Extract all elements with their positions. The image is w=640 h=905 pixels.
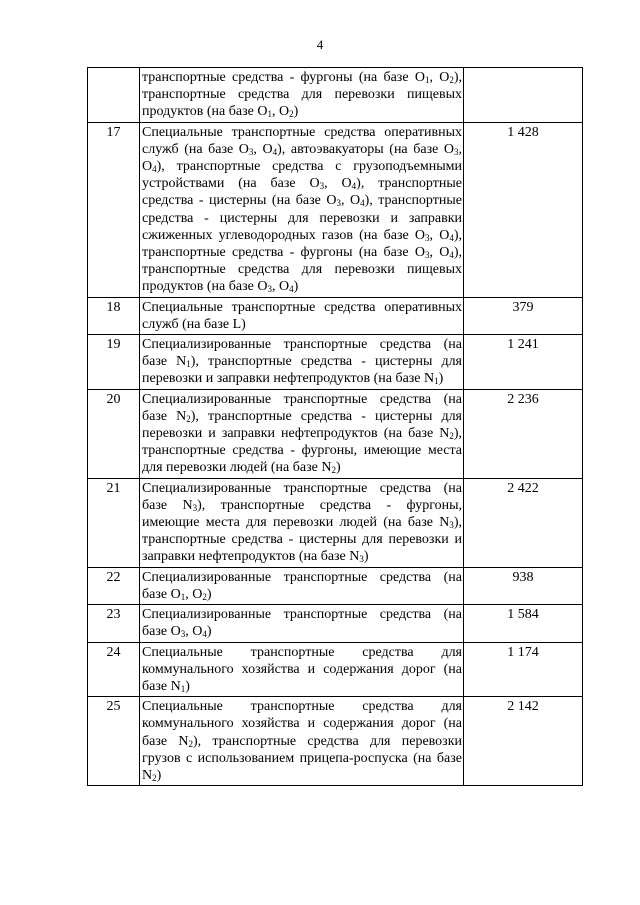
description-text: , O <box>429 70 450 85</box>
description-text: ), транспортные средства - фургоны, имеющие места для перевозки людей (на базе N <box>142 426 462 476</box>
row-value: 938 <box>464 567 583 604</box>
row-value: 2 422 <box>464 478 583 567</box>
description-text: , O <box>185 624 203 640</box>
description-text: Специализированные транспортные средства (на базе N <box>142 337 462 370</box>
table-row <box>88 642 583 697</box>
subscript-index: 4 <box>202 629 207 640</box>
row-description <box>140 697 464 786</box>
description-text: ), транспортные средства - фургоны, имеющие места для перевозки людей (на базе N <box>142 497 462 531</box>
table-row <box>88 297 583 334</box>
row-description <box>140 68 464 123</box>
table-row <box>88 697 583 786</box>
description-text: , O <box>271 104 290 120</box>
description-text: ), транспортные средства - фургоны (на базе O <box>142 227 462 261</box>
row-value: 1 584 <box>464 605 583 642</box>
subscript-index: 2 <box>289 109 294 120</box>
description-text: , O <box>429 227 450 243</box>
description-text: ), транспортные средства - цистерны (на базе O <box>142 176 462 209</box>
row-value <box>464 68 583 123</box>
subscript-index: 3 <box>267 284 272 295</box>
description-text: ) <box>438 371 444 387</box>
description-text: ) <box>185 678 190 694</box>
description-text: ), транспортные средства для перевозки грузов с использованием прицепа-роспуска (на базе N <box>142 733 462 783</box>
subscript-index: 2 <box>202 591 207 602</box>
subscript-index: 4 <box>289 284 294 295</box>
description-text: ) <box>206 586 212 602</box>
description-text: Специальные транспортные средства оперативных служб (на базе O <box>142 124 462 157</box>
subscript-index: 1 <box>180 683 186 694</box>
row-value: 2 142 <box>464 697 583 786</box>
description-text: Специальные транспортные средства для коммунального хозяйства и содержания дорог (на базе N <box>142 644 462 694</box>
row-description <box>140 478 464 567</box>
description-text: ) <box>335 460 341 476</box>
description-text: ) <box>156 767 162 783</box>
row-description <box>140 642 464 697</box>
subscript-index: 3 <box>248 146 254 157</box>
table-row <box>88 122 583 297</box>
row-description <box>140 122 464 297</box>
description-text: транспортные средства - фургоны (на базе O <box>142 70 425 85</box>
subscript-index: 3 <box>449 520 454 531</box>
subscript-index: 3 <box>425 232 430 243</box>
row-number: 23 <box>88 605 140 642</box>
subscript-index: 3 <box>454 146 459 157</box>
subscript-index: 4 <box>152 164 157 175</box>
row-number: 25 <box>88 697 140 786</box>
description-text: ) <box>363 549 369 565</box>
description-text: Специализированные транспортные средства (на базе N <box>142 391 462 424</box>
row-description <box>140 389 464 478</box>
description-text: ), транспортные средства с грузоподъемными устройствами (на базе O <box>142 159 462 192</box>
subscript-index: 2 <box>188 738 193 749</box>
row-number <box>88 68 140 123</box>
description-text: , O <box>253 141 273 157</box>
subscript-index: 2 <box>186 413 191 424</box>
table-row <box>88 335 583 390</box>
row-number: 17 <box>88 122 140 297</box>
page-number: 4 <box>316 37 324 52</box>
description-text: , O <box>429 245 450 261</box>
table-row <box>88 605 583 642</box>
subscript-index: 4 <box>449 250 454 261</box>
subscript-index: 3 <box>180 629 186 640</box>
table-row <box>88 68 583 123</box>
subscript-index: 2 <box>449 431 454 442</box>
subscript-index: 2 <box>331 465 336 476</box>
row-description <box>140 297 464 334</box>
subscript-index: 1 <box>180 591 186 602</box>
row-description <box>140 605 464 642</box>
subscript-index: 4 <box>360 198 365 209</box>
table-row <box>88 389 583 478</box>
description-text: , O <box>340 193 361 209</box>
description-text: ), транспортные средства - цистерны для перевозки и заправки нефтепродуктов (на базе N <box>142 354 462 387</box>
subscript-index: 3 <box>319 181 325 192</box>
description-text: Специализированные транспортные средства (на базе O <box>142 607 462 640</box>
description-text: ), транспортные средства для перевозки пищевых продуктов (на базе O <box>142 245 462 295</box>
description-text: Специальные транспортные средства оперативных служб (на базе L) <box>142 299 462 332</box>
row-value: 1 174 <box>464 642 583 697</box>
vehicle-table <box>87 67 583 786</box>
description-text: , O <box>142 141 462 175</box>
description-text: ) <box>293 104 299 120</box>
row-value: 1 428 <box>464 122 583 297</box>
row-number: 20 <box>88 389 140 478</box>
row-number: 24 <box>88 642 140 697</box>
description-text: ), транспортные средства - цистерны для перевозки и заправки нефтепродуктов (на базе N <box>142 515 462 565</box>
subscript-index: 3 <box>359 554 364 565</box>
subscript-index: 1 <box>424 75 430 85</box>
description-text: , O <box>324 176 352 192</box>
description-text: , O <box>271 279 290 295</box>
description-text: ), автоэвакуаторы (на базе O <box>277 141 454 157</box>
table-row <box>88 567 583 604</box>
subscript-index: 3 <box>336 198 341 209</box>
row-description <box>140 567 464 604</box>
description-text: ), транспортные средства для перевозки пищевых продуктов (на базе O <box>142 70 462 120</box>
row-value: 379 <box>464 297 583 334</box>
description-text: ) <box>206 624 212 640</box>
subscript-index: 1 <box>267 109 272 120</box>
description-text: , O <box>185 586 203 602</box>
description-text: Специализированные транспортные средства (на базе N <box>142 480 462 513</box>
description-text: ) <box>293 279 299 295</box>
row-value: 1 241 <box>464 335 583 390</box>
subscript-index: 2 <box>449 75 454 85</box>
description-text: ), транспортные средства - цистерны для перевозки и заправки нефтепродуктов (на базе N <box>142 408 462 442</box>
row-description <box>140 335 464 390</box>
subscript-index: 4 <box>272 146 278 157</box>
description-text: Специализированные транспортные средства (на базе O <box>142 569 462 602</box>
subscript-index: 2 <box>152 772 157 783</box>
row-number: 18 <box>88 297 140 334</box>
row-value: 2 236 <box>464 389 583 478</box>
subscript-index: 1 <box>186 359 191 370</box>
subscript-index: 3 <box>192 502 198 513</box>
row-number: 22 <box>88 567 140 604</box>
description-text: Специальные транспортные средства для коммунального хозяйства и содержания дорог (на базе N <box>142 699 462 749</box>
subscript-index: 3 <box>424 250 430 261</box>
table-row <box>88 478 583 567</box>
subscript-index: 4 <box>449 232 454 243</box>
description-text: ), транспортные средства - цистерны для перевозки и заправки сжиженных углеводородных газов (на базе O <box>142 193 462 243</box>
row-number: 21 <box>88 478 140 567</box>
subscript-index: 1 <box>434 376 439 387</box>
table-body <box>88 68 583 786</box>
subscript-index: 4 <box>351 181 357 192</box>
row-number: 19 <box>88 335 140 390</box>
